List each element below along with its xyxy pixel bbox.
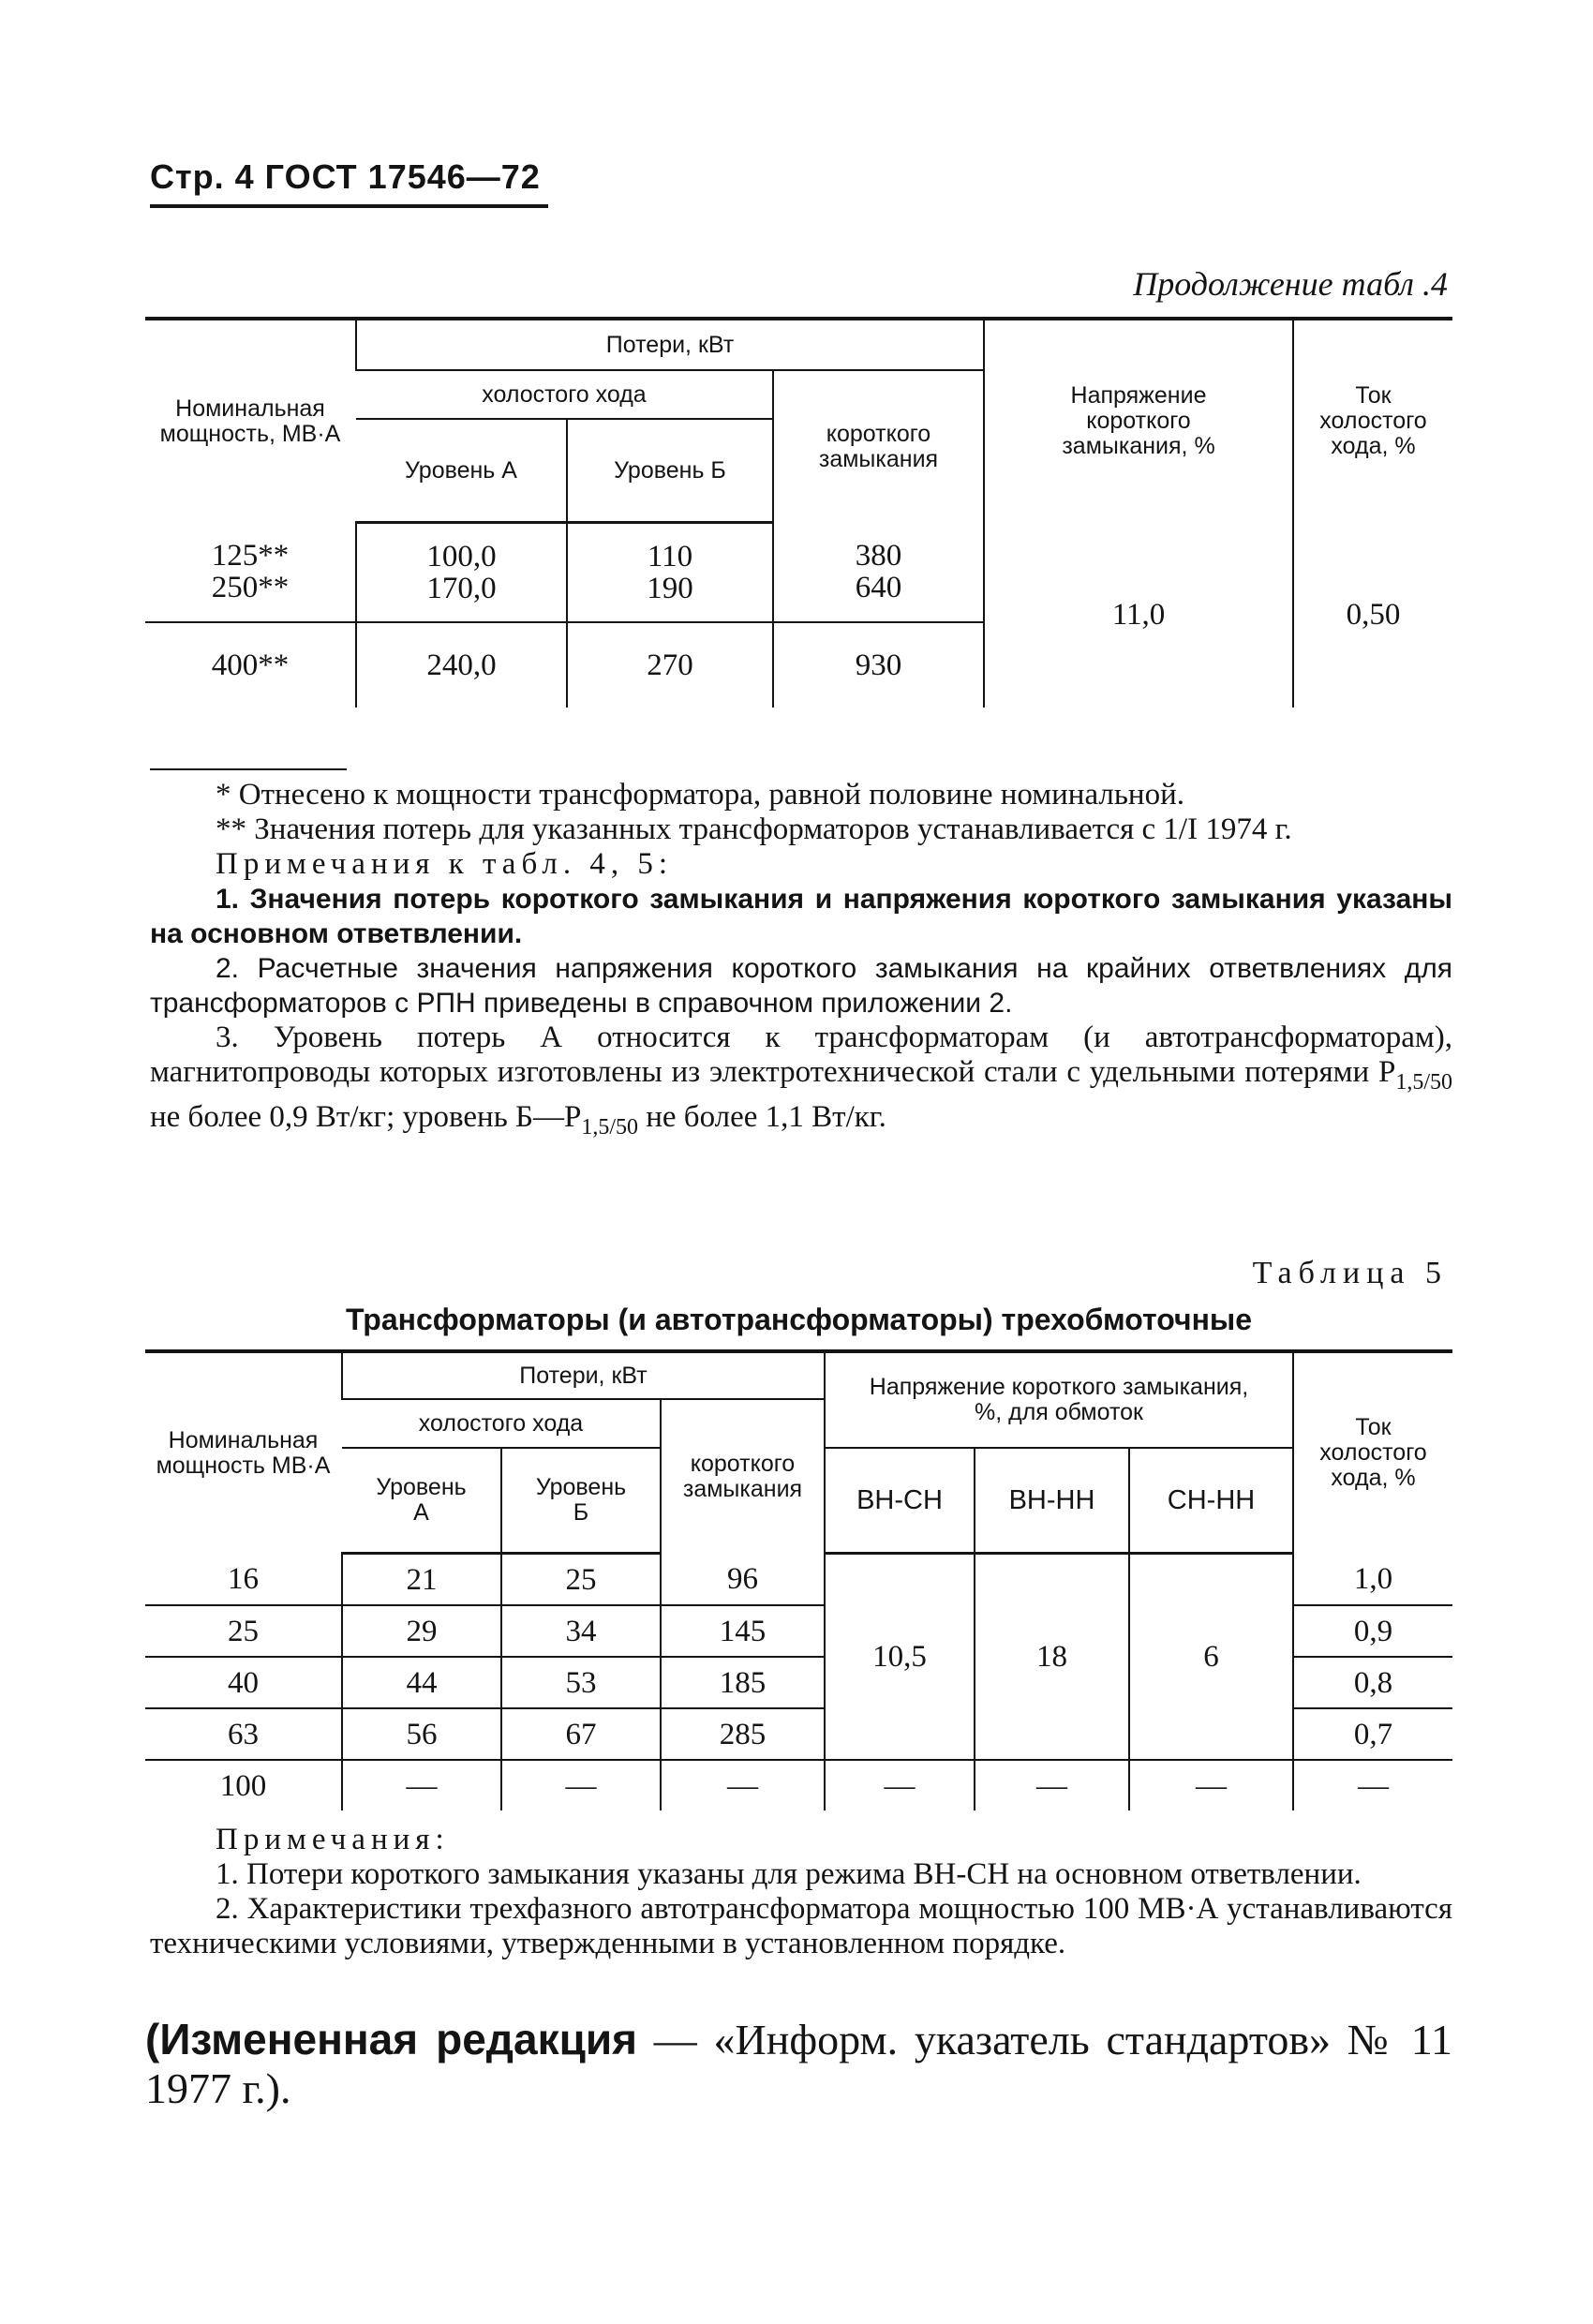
- col-no-load: холостого хода: [356, 370, 773, 419]
- col-short-circuit: короткого замыкания: [661, 1399, 825, 1554]
- cell-power: 16: [145, 1554, 342, 1606]
- cell-power: 63: [145, 1708, 342, 1760]
- cell-dash: —: [1293, 1760, 1452, 1810]
- note-3: 3. Уровень потерь А относится к трансформаторам (и автотрансформаторам), магнитопроводы которых изготовлены из электротехнической стали с удельными потерями $Р_{1,5/50}$ не более 0,9 Вт/кг; уровень $Б—Р_{1,5/50}$ не более 1,1 Вт/кг.: [150, 1020, 1452, 1140]
- cell-current: 0,9: [1293, 1605, 1452, 1657]
- cell-dash: —: [501, 1760, 661, 1810]
- cell-level-a: 44: [342, 1657, 501, 1708]
- col-power: Номинальная мощность, МВ·А: [159, 395, 341, 447]
- col-current: Ток холостого хода, %: [1293, 319, 1452, 523]
- cell-short-circuit: 285: [661, 1708, 825, 1760]
- amendment-bold: (Измененная редакция: [145, 2015, 637, 2063]
- cell-level-b: 190: [647, 571, 693, 605]
- note-1: 1. Значения потерь короткого замыкания и напряжения короткого замыкания указаны на основном ответвлении.: [150, 884, 1452, 949]
- cell-power: 400**: [145, 622, 356, 708]
- table5-notes: [150, 1823, 1452, 1961]
- cell-level-a: 240,0: [356, 622, 567, 708]
- cell-power: 250**: [211, 571, 290, 604]
- cell-power: 125**: [211, 539, 290, 573]
- col-losses: Потери, кВт: [342, 1351, 825, 1399]
- cell-power: 25: [145, 1605, 342, 1657]
- table-row: [145, 523, 356, 622]
- cell-current: 0,7: [1293, 1708, 1452, 1760]
- cell-sn-nn: 6: [1129, 1554, 1293, 1761]
- notes-title: Примечания:: [216, 1823, 450, 1856]
- col-vn-sn: ВН-СН: [825, 1448, 975, 1554]
- cell-short-circuit: 380: [855, 539, 902, 573]
- cell-level-a: 56: [342, 1708, 501, 1760]
- footnote-2: ** Значения потерь для указанных трансформаторов устанавливается с 1/I 1974 г.: [216, 812, 1292, 846]
- col-vn-nn: ВН-НН: [975, 1448, 1129, 1554]
- col-level-b: Уровень Б: [501, 1448, 661, 1554]
- cell-short-circuit: 145: [661, 1605, 825, 1657]
- cell-power: 40: [145, 1657, 342, 1708]
- header-rule: [150, 204, 548, 208]
- cell-level-a: 21: [342, 1554, 501, 1606]
- col-current: Ток холостого хода, %: [1293, 1351, 1452, 1554]
- table5-label: Таблица 5: [1252, 1256, 1448, 1290]
- table-row: [145, 1554, 1452, 1606]
- amendment-note: [145, 2015, 1452, 2113]
- table4-continuation-label: Продолжение табл .4: [1133, 265, 1448, 303]
- cell-voltage: 11,0: [984, 523, 1293, 708]
- table-4: [145, 317, 1452, 708]
- cell-vn-sn: 10,5: [825, 1554, 975, 1761]
- footnotes-block: [150, 778, 1452, 1145]
- note-1: 1. Потери короткого замыкания указаны для режима ВН-СН на основном ответвлении.: [216, 1857, 1362, 1891]
- amendment-rest: — «Информ. указатель стандартов» № 11 1977 г.).: [145, 2016, 1452, 2112]
- cell-current: 1,0: [1293, 1554, 1452, 1606]
- col-short-circuit: короткого замыкания: [773, 370, 984, 523]
- cell-level-b: 53: [501, 1657, 661, 1708]
- cell-dash: —: [825, 1760, 975, 1810]
- cell-vn-nn: 18: [975, 1554, 1129, 1761]
- footnote-1: * Отнесено к мощности трансформатора, равной половине номинальной.: [216, 778, 1184, 812]
- cell-short-circuit: 930: [773, 622, 984, 708]
- page-title: Стр. 4 ГОСТ 17546—72: [150, 157, 541, 196]
- col-level-a: Уровень А: [342, 1448, 501, 1554]
- cell-short-circuit: 96: [661, 1554, 825, 1606]
- cell-level-b: 110: [647, 539, 693, 574]
- table5-title: Трансформаторы (и автотрансформаторы) трехобмоточные: [345, 1303, 1253, 1336]
- table-5: [145, 1349, 1452, 1810]
- footnote-rule: [150, 768, 347, 770]
- notes-title: Примечания к табл. 4, 5:: [216, 847, 674, 881]
- cell-short-circuit: 640: [855, 571, 902, 604]
- cell-level-a: 170,0: [426, 571, 497, 605]
- col-level-a: Уровень А: [356, 419, 567, 523]
- cell-dash: —: [342, 1760, 501, 1810]
- cell-dash: —: [1129, 1760, 1293, 1810]
- note-2: 2. Характеристики трехфазного автотрансформатора мощностью 100 МВ·А устанавливаются техническими условиями, утвержденными в установленном порядке.: [150, 1892, 1452, 1960]
- col-sn-nn: СН-НН: [1129, 1448, 1293, 1554]
- cell-level-a: 29: [342, 1605, 501, 1657]
- col-losses: Потери, кВт: [356, 319, 984, 370]
- table-row: [145, 1760, 1452, 1810]
- cell-dash: —: [661, 1760, 825, 1810]
- cell-current: 0,50: [1293, 523, 1452, 708]
- col-voltage: Напряжение короткого замыкания, %, для обмоток: [825, 1351, 1293, 1448]
- cell-short-circuit: 185: [661, 1657, 825, 1708]
- cell-level-b: 25: [501, 1554, 661, 1606]
- col-power: Номинальная мощность МВ·А: [156, 1426, 331, 1479]
- cell-level-a: 100,0: [426, 539, 497, 574]
- cell-level-b: 34: [501, 1605, 661, 1657]
- cell-current: 0,8: [1293, 1657, 1452, 1708]
- cell-level-b: 67: [501, 1708, 661, 1760]
- cell-level-b: 270: [567, 622, 773, 708]
- col-no-load: холостого хода: [342, 1399, 661, 1448]
- cell-dash: —: [975, 1760, 1129, 1810]
- cell-power: 100: [219, 1768, 267, 1803]
- col-voltage: Напряжение короткого замыкания, %: [984, 319, 1293, 523]
- col-level-b: Уровень Б: [567, 419, 773, 523]
- note-2: 2. Расчетные значения напряжения короткого замыкания на крайних ответвлениях для трансформаторов с РПН приведены в справочном приложении 2.: [150, 953, 1452, 1019]
